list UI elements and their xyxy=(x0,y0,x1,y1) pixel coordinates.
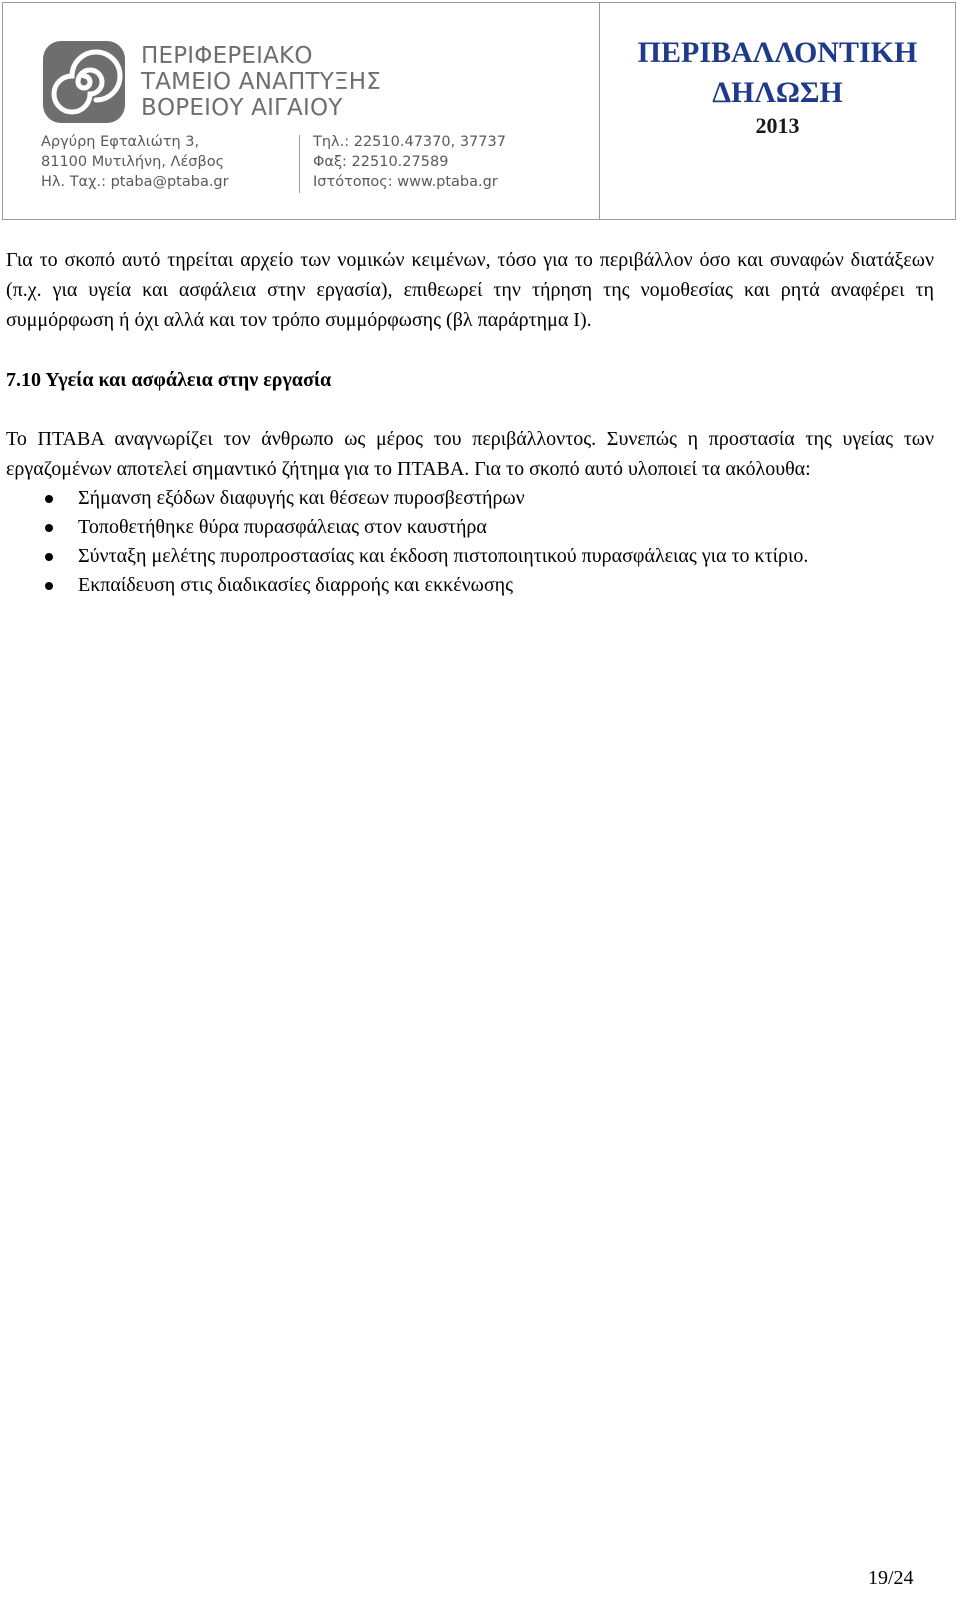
spiral-logo-icon xyxy=(43,41,125,123)
list-item xyxy=(6,513,934,542)
action-list xyxy=(6,484,934,600)
list-item-text: Εκπαίδευση στις διαδικασίες διαρροής και εκκένωσης xyxy=(78,574,513,596)
phone-line: Τηλ.: 22510.47370, 37737 xyxy=(313,134,506,150)
address-block xyxy=(41,132,229,192)
bullet-icon xyxy=(45,553,53,561)
list-item xyxy=(6,484,934,513)
list-item xyxy=(6,542,934,571)
bullet-icon xyxy=(45,582,53,590)
page-number: 19/24 xyxy=(868,1567,914,1589)
org-name-line: ΤΑΜΕΙΟ ΑΝΑΠΤΥΞΗΣ xyxy=(141,69,381,95)
list-item-text: Σύνταξη μελέτης πυροπροστασίας και έκδοση πιστοποιητικού πυρασφάλειας για το κτίριο. xyxy=(78,545,809,567)
document-header xyxy=(2,2,956,220)
document-title-line2: ΔΗΛΩΣΗ xyxy=(712,76,843,109)
contact-divider xyxy=(299,135,300,193)
page-body xyxy=(6,245,934,600)
organization-block xyxy=(3,3,600,219)
website-line: Ιστότοπος: www.ptaba.gr xyxy=(313,174,498,190)
org-name-line: ΒΟΡΕΙΟΥ ΑΙΓΑΙΟΥ xyxy=(141,95,343,121)
list-item xyxy=(6,571,934,600)
organization-name xyxy=(141,43,381,121)
intro-paragraph: Για το σκοπό αυτό τηρείται αρχείο των νομικών κειμένων, τόσο για το περιβάλλον όσο και συναφών διατάξεων (π.χ. για υγεία και ασφάλεια στην εργασία), επιθεωρεί την τήρηση της νομοθεσίας και ρητά αναφέρει τη συμμόρφωση ή όχι αλλά και τον τρόπο συμμόρφωσης (βλ παράρτημα Ι). xyxy=(6,249,934,331)
document-year: 2013 xyxy=(755,113,800,138)
section-paragraph: Το ΠΤΑΒΑ αναγνωρίζει τον άνθρωπο ως μέρος του περιβάλλοντος. Συνεπώς η προστασία της υγείας των εργαζομένων αποτελεί σημαντικό ζήτημα για το ΠΤΑΒΑ. Για το σκοπό αυτό υλοποιεί τα ακόλουθα: xyxy=(6,428,934,480)
document-title-line1: ΠΕΡΙΒΑΛΛΟΝΤΙΚΗ xyxy=(637,36,918,69)
bullet-icon xyxy=(45,495,53,503)
bullet-icon xyxy=(45,524,53,532)
title-block xyxy=(600,3,955,219)
contact-block xyxy=(313,132,506,192)
address-line: Αργύρη Εφταλιώτη 3, xyxy=(41,134,200,150)
list-item-text: Τοποθετήθηκε θύρα πυρασφάλειας στον καυστήρα xyxy=(78,516,487,538)
email-line: Ηλ. Ταχ.: ptaba@ptaba.gr xyxy=(41,174,229,190)
fax-line: Φαξ: 22510.27589 xyxy=(313,154,449,170)
document-title xyxy=(600,33,955,113)
section-heading: 7.10 Υγεία και ασφάλεια στην εργασία xyxy=(6,369,332,391)
address-line: 81100 Μυτιλήνη, Λέσβος xyxy=(41,154,225,170)
list-item-text: Σήμανση εξόδων διαφυγής και θέσεων πυροσβεστήρων xyxy=(78,487,525,509)
org-name-line: ΠΕΡΙΦΕΡΕΙΑΚΟ xyxy=(141,43,313,69)
